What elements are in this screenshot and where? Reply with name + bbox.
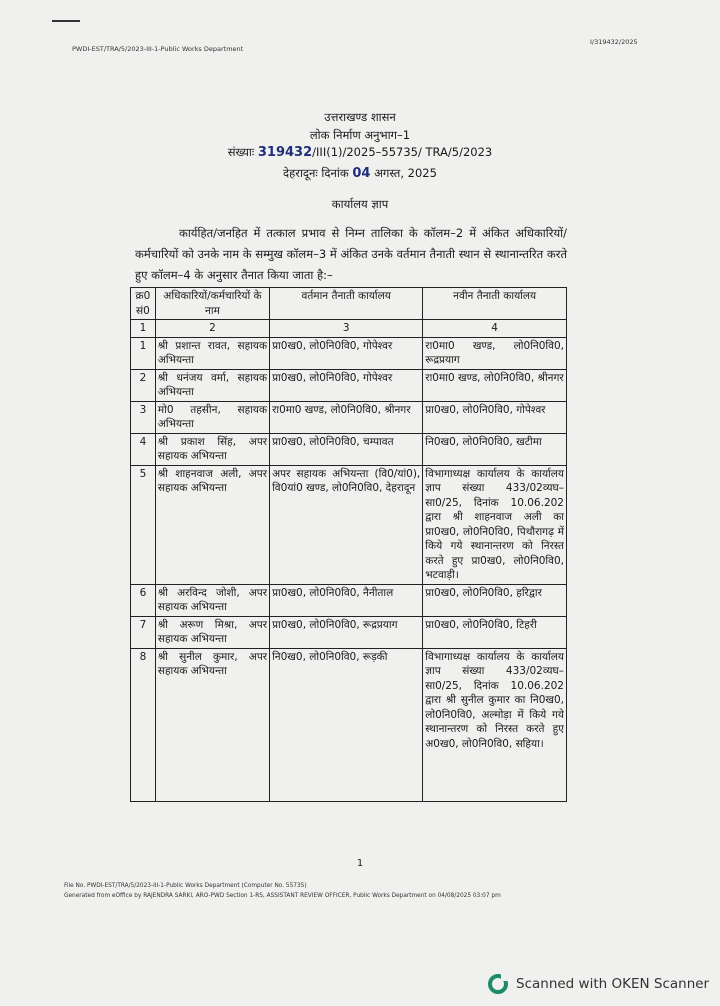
current-office-cell: प्रा0ख0, लो0नि0वि0, नैनीताल xyxy=(270,584,423,616)
order-number xyxy=(0,145,720,160)
section-name: लोक निर्माण अनुभाग–1 xyxy=(309,128,411,142)
serial-cell: 4 xyxy=(131,433,156,465)
transfer-table xyxy=(130,287,567,802)
name-cell: श्री सुनील कुमार, अपर सहायक अभियन्ता xyxy=(155,648,269,801)
current-office-cell: नि0ख0, लो0नि0वि0, रूड़की xyxy=(270,648,423,801)
scanner-watermark xyxy=(488,974,709,994)
current-office-cell: अपर सहायक अभियन्ता (वि0/यां0), वि0यां0 खण्ड, लो0नि0वि0, देहरादून xyxy=(270,465,423,584)
top-mark xyxy=(52,20,80,22)
place-date-prefix: देहरादूनः दिनांक xyxy=(283,166,349,180)
serial-cell: 5 xyxy=(131,465,156,584)
page-number: 1 xyxy=(356,858,364,869)
new-office-cell: प्रा0ख0, लो0नि0वि0, टिहरी xyxy=(423,616,567,648)
name-cell: श्री अरूण मिश्रा, अपर सहायक अभियन्ता xyxy=(155,616,269,648)
serial-cell: 8 xyxy=(131,648,156,801)
serial-cell: 6 xyxy=(131,584,156,616)
col-number: 3 xyxy=(270,320,423,338)
header-name: अधिकारियों/कर्मचारियों के नाम xyxy=(155,288,269,320)
name-cell: श्री शाहनवाज अली, अपर सहायक अभियन्ता xyxy=(155,465,269,584)
table-row xyxy=(131,648,567,801)
footer-generated: Generated from eOffice by RAJENDRA SARKI, ARO-PWD Section 1-RS, ASSISTANT REVIEW OFFICER, Public Works Department on 04/08/2025 03:07 pm xyxy=(64,893,501,899)
serial-cell: 7 xyxy=(131,616,156,648)
new-office-cell: रा0मा0 खण्ड, लो0नि0वि0, श्रीनगर xyxy=(423,369,567,401)
col-number: 2 xyxy=(155,320,269,338)
new-office-cell: प्रा0ख0, लो0नि0वि0, हरिद्वार xyxy=(423,584,567,616)
new-office-cell: विभागाध्यक्ष कार्यालय के कार्यालय ज्ञाप संख्या 433/02व्यघ–सा0/25, दिनांक 10.06.202 द्वारा श्री सुनील कुमार का नि0ख0, लो0नि0वि0, अल्मोड़ा में किये गये स्थानान्तरण को निरस्त करते हुए अ0ख0, लो0नि0वि0, सहिया। xyxy=(423,648,567,801)
table-row xyxy=(131,433,567,465)
new-office-cell: विभागाध्यक्ष कार्यालय के कार्यालय ज्ञाप संख्या 433/02व्यघ–सा0/25, दिनांक 10.06.202 द्वारा श्री शाहनवाज अली का प्रा0ख0, लो0नि0वि0, पिथौरागढ़ में किये गये स्थानान्तरण को निरस्त करते हुए प्रा0ख0, लो0नि0वि0, भटवाड़ी। xyxy=(423,465,567,584)
table-row xyxy=(131,401,567,433)
document-type: कार्यालय ज्ञाप xyxy=(331,197,389,211)
col-number: 4 xyxy=(423,320,567,338)
number-label: संख्याः xyxy=(227,145,255,159)
column-number-row xyxy=(131,320,567,338)
footer-file-no: File No. PWDI-EST/TRA/5/2023-III-1-Public Works Department (Computer No. 55735) xyxy=(64,883,307,889)
serial-cell: 1 xyxy=(131,337,156,369)
header-serial: क्र0 सं0 xyxy=(131,288,156,320)
col-number: 1 xyxy=(131,320,156,338)
header-new-office: नवीन तैनाती कार्यालय xyxy=(423,288,567,320)
doc-number-top: I/319432/2025 xyxy=(590,38,638,46)
header-current-office: वर्तमान तैनाती कार्यालय xyxy=(270,288,423,320)
new-office-cell: नि0ख0, लो0नि0वि0, खटीमा xyxy=(423,433,567,465)
current-office-cell: प्रा0ख0, लो0नि0वि0, चम्पावत xyxy=(270,433,423,465)
current-office-cell: प्रा0ख0, लो0नि0वि0, गोपेश्वर xyxy=(270,369,423,401)
serial-cell: 2 xyxy=(131,369,156,401)
new-office-cell: प्रा0ख0, लो0नि0वि0, गोपेश्वर xyxy=(423,401,567,433)
name-cell: श्री धनंजय वर्मा, सहायक अभियन्ता xyxy=(155,369,269,401)
table-row xyxy=(131,369,567,401)
serial-cell: 3 xyxy=(131,401,156,433)
handwritten-number: 319432 xyxy=(257,145,313,160)
order-paragraph: कार्यहित/जनहित में तत्काल प्रभाव से निम्न तालिका के कॉलम–2 में अंकित अधिकारियों/कर्मचारियों को उनके नाम के सम्मुख कॉलम–3 में अंकित उनके वर्तमान तैनाती स्थान से स्थानान्तरित करते हुए कॉलम–4 के अनुसार तैनात किया जाता है:– xyxy=(135,226,567,282)
handwritten-date: 04 xyxy=(352,166,371,181)
current-office-cell: रा0मा0 खण्ड, लो0नि0वि0, श्रीनगर xyxy=(270,401,423,433)
place-date xyxy=(0,166,720,181)
file-ref-top: PWDI-EST/TRA/5/2023-III-1-Public Works Department xyxy=(72,45,244,53)
name-cell: श्री प्रशान्त रावत, सहायक अभियन्ता xyxy=(155,337,269,369)
table-row xyxy=(131,616,567,648)
name-cell: श्री प्रकाश सिंह, अपर सहायक अभियन्ता xyxy=(155,433,269,465)
name-cell: श्री अरविन्द जोशी, अपर सहायक अभियन्ता xyxy=(155,584,269,616)
current-office-cell: प्रा0ख0, लो0नि0वि0, गोपेश्वर xyxy=(270,337,423,369)
current-office-cell: प्रा0ख0, लो0नि0वि0, रूद्रप्रयाग xyxy=(270,616,423,648)
name-cell: मो0 तहसीन, सहायक अभियन्ता xyxy=(155,401,269,433)
table-row xyxy=(131,465,567,584)
government-name: उत्तराखण्ड शासन xyxy=(324,110,396,124)
number-rest: /III(1)/2025–55735/ TRA/5/2023 xyxy=(312,145,493,159)
place-date-suffix: अगस्त, 2025 xyxy=(374,166,437,180)
new-office-cell: रा0मा0 खण्ड, लो0नि0वि0, रूद्रप्रयाग xyxy=(423,337,567,369)
scanner-logo-icon xyxy=(488,974,508,994)
scanner-watermark-text: Scanned with OKEN Scanner xyxy=(516,976,710,992)
table-row xyxy=(131,584,567,616)
table-header-row xyxy=(131,288,567,320)
table-row xyxy=(131,337,567,369)
